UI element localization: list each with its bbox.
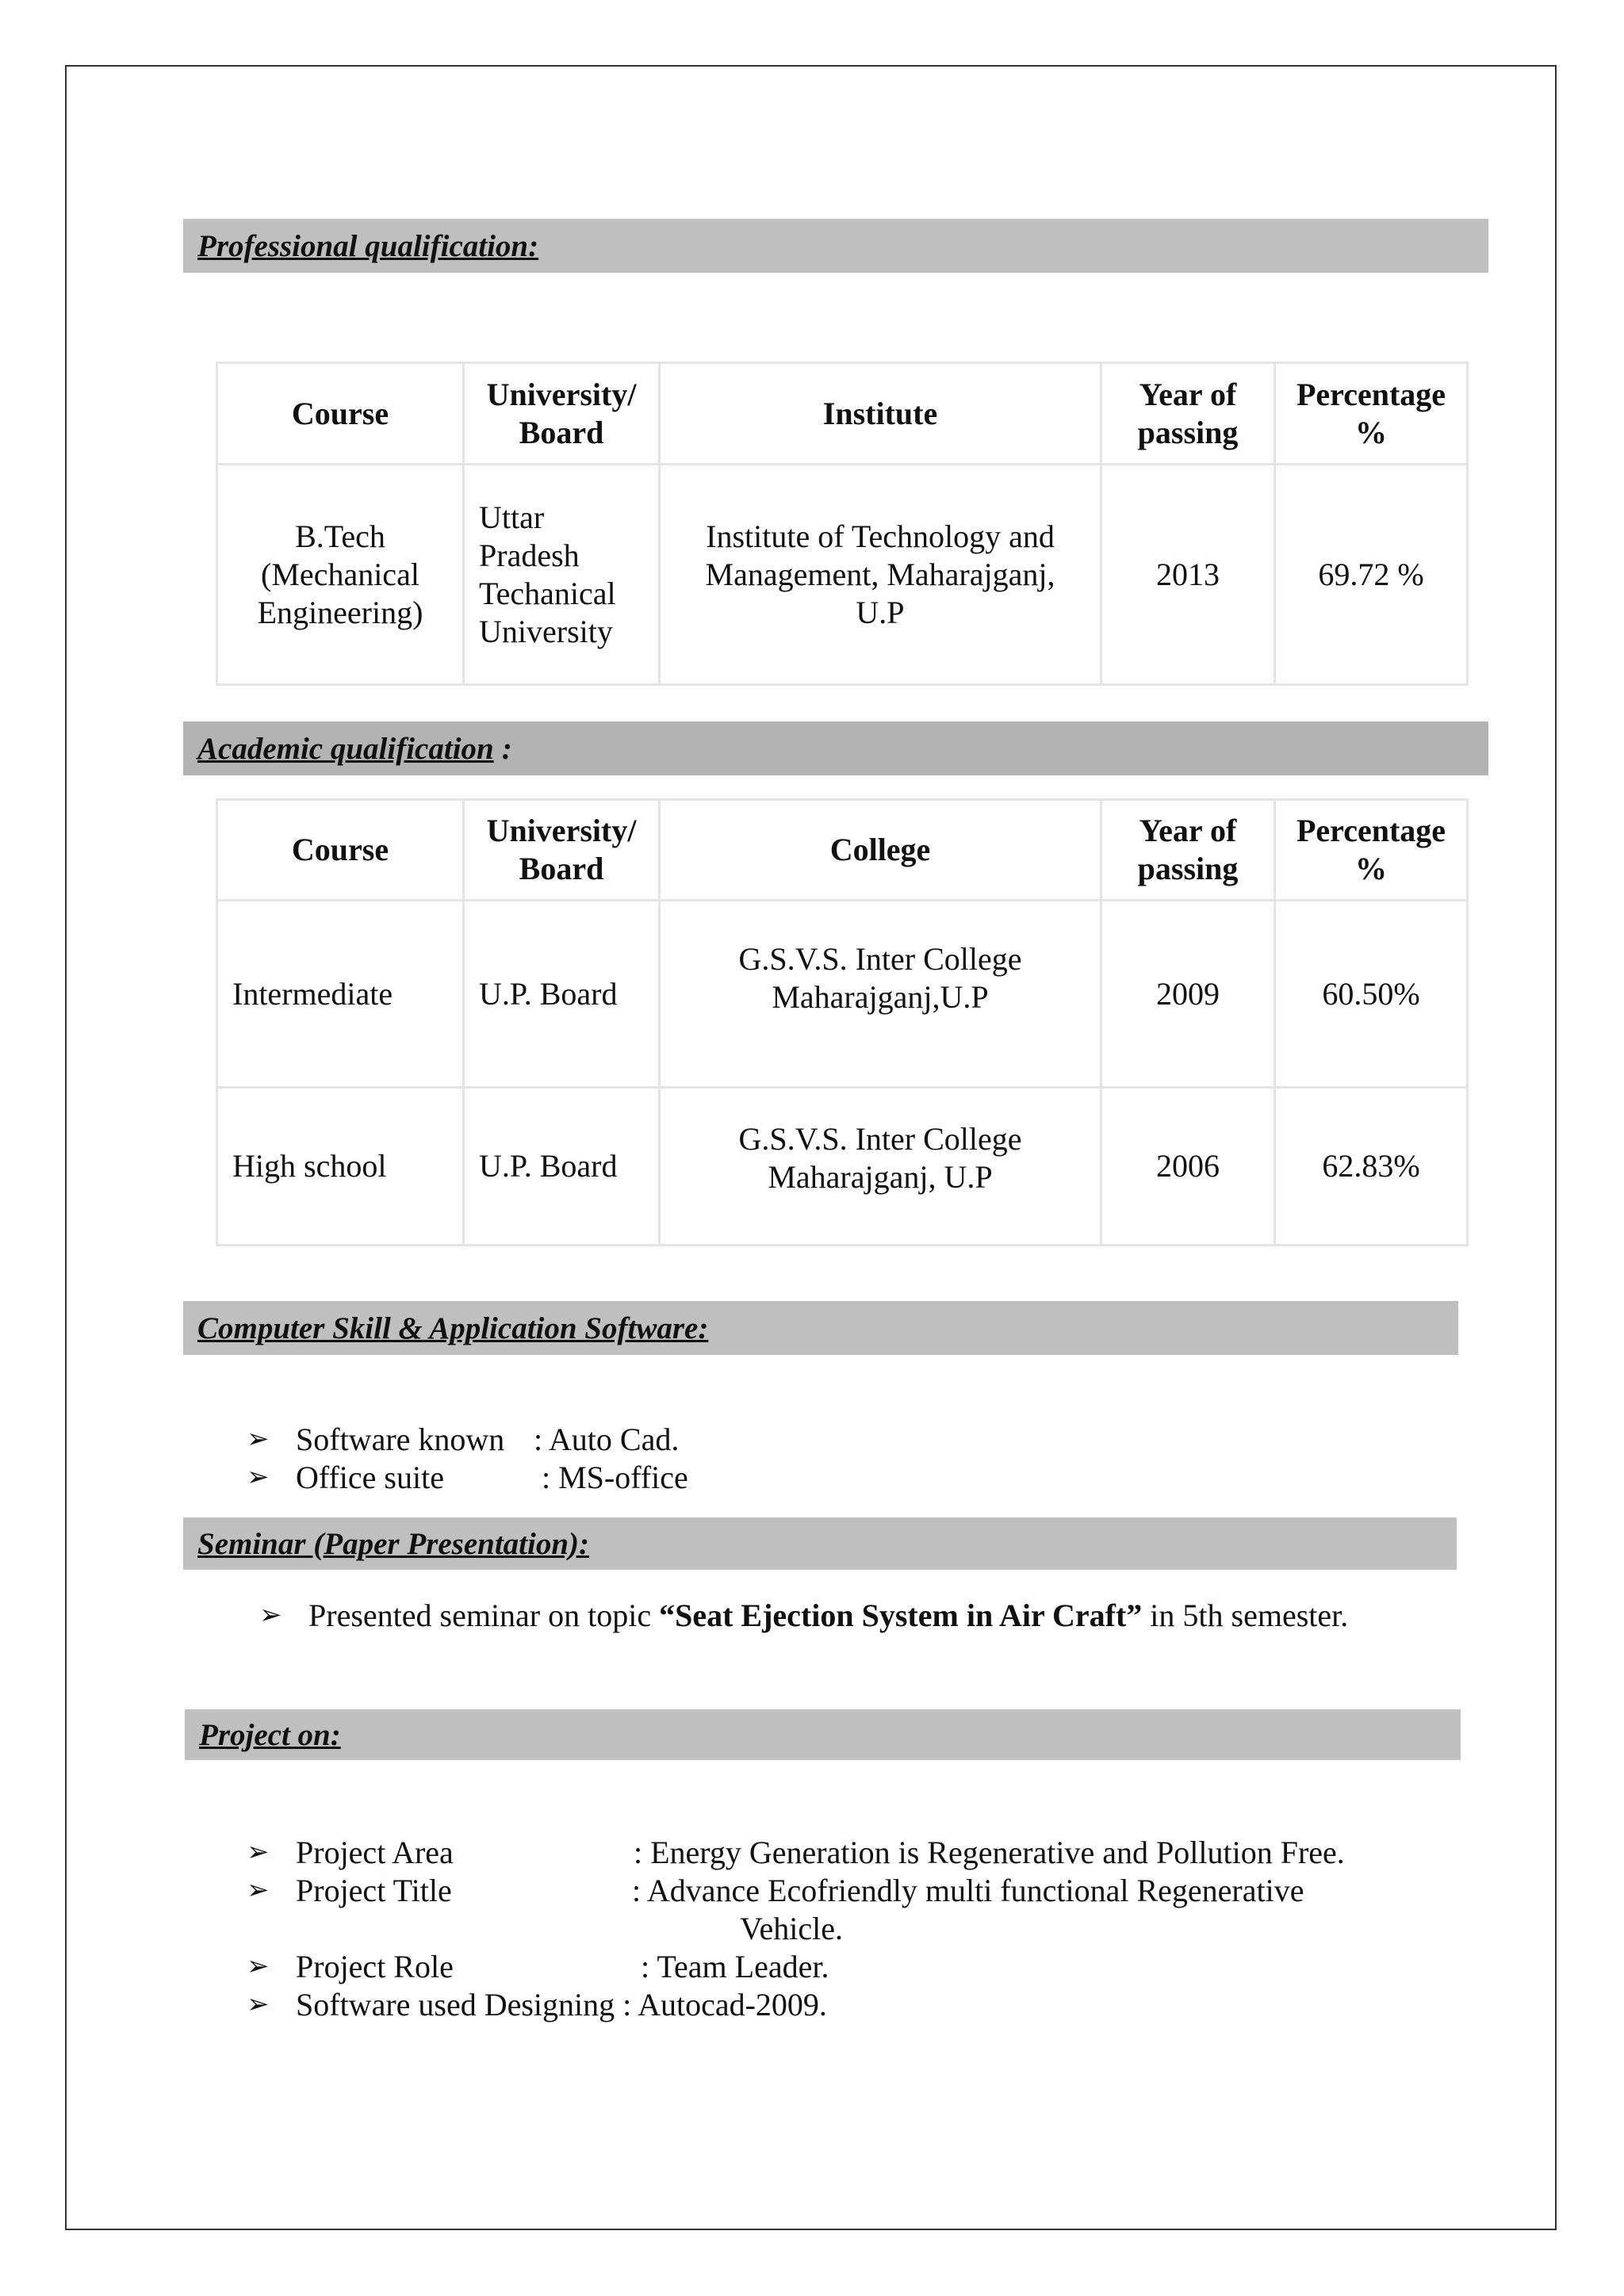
cell-percentage: 62.83% xyxy=(1275,1088,1468,1246)
computer-skills-header xyxy=(183,1301,1458,1355)
seminar-topic: “Seat Ejection System in Air Craft” xyxy=(659,1598,1143,1633)
academic-qualification-table xyxy=(216,798,1469,1246)
item-value: : Auto Cad. xyxy=(534,1422,680,1457)
project-list xyxy=(247,1834,1345,2024)
cell-board: Uttar Pradesh Techanical University xyxy=(464,465,660,685)
seminar-list xyxy=(259,1597,1348,1635)
arrow-bullet-icon: ➢ xyxy=(247,1876,270,1905)
header-year-of-passing: Year of passing xyxy=(1101,800,1275,901)
section-title: Seminar (Paper Presentation): xyxy=(197,1526,589,1561)
item-value: : Autocad-2009. xyxy=(622,1987,827,2022)
item-value: : Energy Generation is Regenerative and Pollution Free. xyxy=(634,1835,1345,1870)
list-item xyxy=(247,1948,1345,1986)
arrow-bullet-icon: ➢ xyxy=(247,1990,270,2019)
item-label: Software used Designing xyxy=(296,1987,615,2022)
arrow-bullet-icon: ➢ xyxy=(259,1601,282,1630)
table-row xyxy=(217,901,1468,1088)
cell-course: High school xyxy=(217,1088,464,1246)
arrow-bullet-icon: ➢ xyxy=(247,1838,270,1867)
header-institute: Institute xyxy=(660,363,1101,465)
header-percentage: Percentage % xyxy=(1275,363,1468,465)
cell-course: Intermediate xyxy=(217,901,464,1088)
cell-institute: Institute of Technology and Management, Maharajganj, U.P xyxy=(660,465,1101,685)
list-item xyxy=(247,1872,1345,1948)
table-header-row xyxy=(217,363,1468,465)
item-value: : Team Leader. xyxy=(641,1949,829,1984)
cell-board: U.P. Board xyxy=(464,901,660,1088)
item-label: Project Role xyxy=(296,1949,454,1984)
cell-course: B.Tech (Mechanical Engineering) xyxy=(217,465,464,685)
academic-qualification-header xyxy=(183,721,1488,775)
item-value: : Advance Ecofriendly multi functional Regenerative xyxy=(632,1873,1304,1908)
cell-board: U.P. Board xyxy=(464,1088,660,1246)
item-label: Project Title xyxy=(296,1873,452,1908)
seminar-header xyxy=(183,1517,1457,1570)
arrow-bullet-icon: ➢ xyxy=(247,1463,270,1492)
section-title-suffix: : xyxy=(501,731,512,766)
header-college: College xyxy=(660,800,1101,901)
list-item xyxy=(247,1421,688,1459)
cell-percentage: 60.50% xyxy=(1275,901,1468,1088)
item-label: Project Area xyxy=(296,1835,454,1870)
arrow-bullet-icon: ➢ xyxy=(247,1952,270,1981)
header-percentage: Percentage % xyxy=(1275,800,1468,901)
cell-year: 2009 xyxy=(1101,901,1275,1088)
seminar-text-after: in 5th semester. xyxy=(1142,1598,1349,1633)
cell-year: 2013 xyxy=(1101,465,1275,685)
list-item xyxy=(259,1597,1348,1635)
header-course: Course xyxy=(217,800,464,901)
list-item xyxy=(247,1459,688,1497)
header-university-board: University/ Board xyxy=(464,363,660,465)
item-label: Software known xyxy=(296,1422,505,1457)
section-title: Academic qualification xyxy=(197,731,494,766)
table-row xyxy=(217,465,1468,685)
cell-year: 2006 xyxy=(1101,1088,1275,1246)
item-label: Office suite xyxy=(296,1460,444,1495)
project-header xyxy=(185,1709,1461,1760)
section-title: Computer Skill & Application Software: xyxy=(197,1311,709,1345)
item-value: : MS-office xyxy=(542,1460,688,1495)
list-item xyxy=(247,1834,1345,1872)
header-course: Course xyxy=(217,363,464,465)
table-row xyxy=(217,1088,1468,1246)
professional-qualification-header xyxy=(183,219,1488,273)
list-item xyxy=(247,1986,1345,2024)
section-title: Professional qualification: xyxy=(197,228,539,263)
cell-college: G.S.V.S. Inter College Maharajganj,U.P xyxy=(660,901,1101,1088)
seminar-text-before: Presented seminar on topic xyxy=(308,1598,660,1633)
item-value-continuation: Vehicle. xyxy=(740,1911,843,1946)
header-university-board: University/ Board xyxy=(464,800,660,901)
header-year-of-passing: Year of passing xyxy=(1101,363,1275,465)
arrow-bullet-icon: ➢ xyxy=(247,1425,270,1454)
table-header-row xyxy=(217,800,1468,901)
cell-percentage: 69.72 % xyxy=(1275,465,1468,685)
professional-qualification-table xyxy=(216,362,1469,686)
computer-skills-list xyxy=(247,1421,688,1497)
section-title: Project on: xyxy=(199,1717,341,1752)
cell-college: G.S.V.S. Inter College Maharajganj, U.P xyxy=(660,1088,1101,1246)
